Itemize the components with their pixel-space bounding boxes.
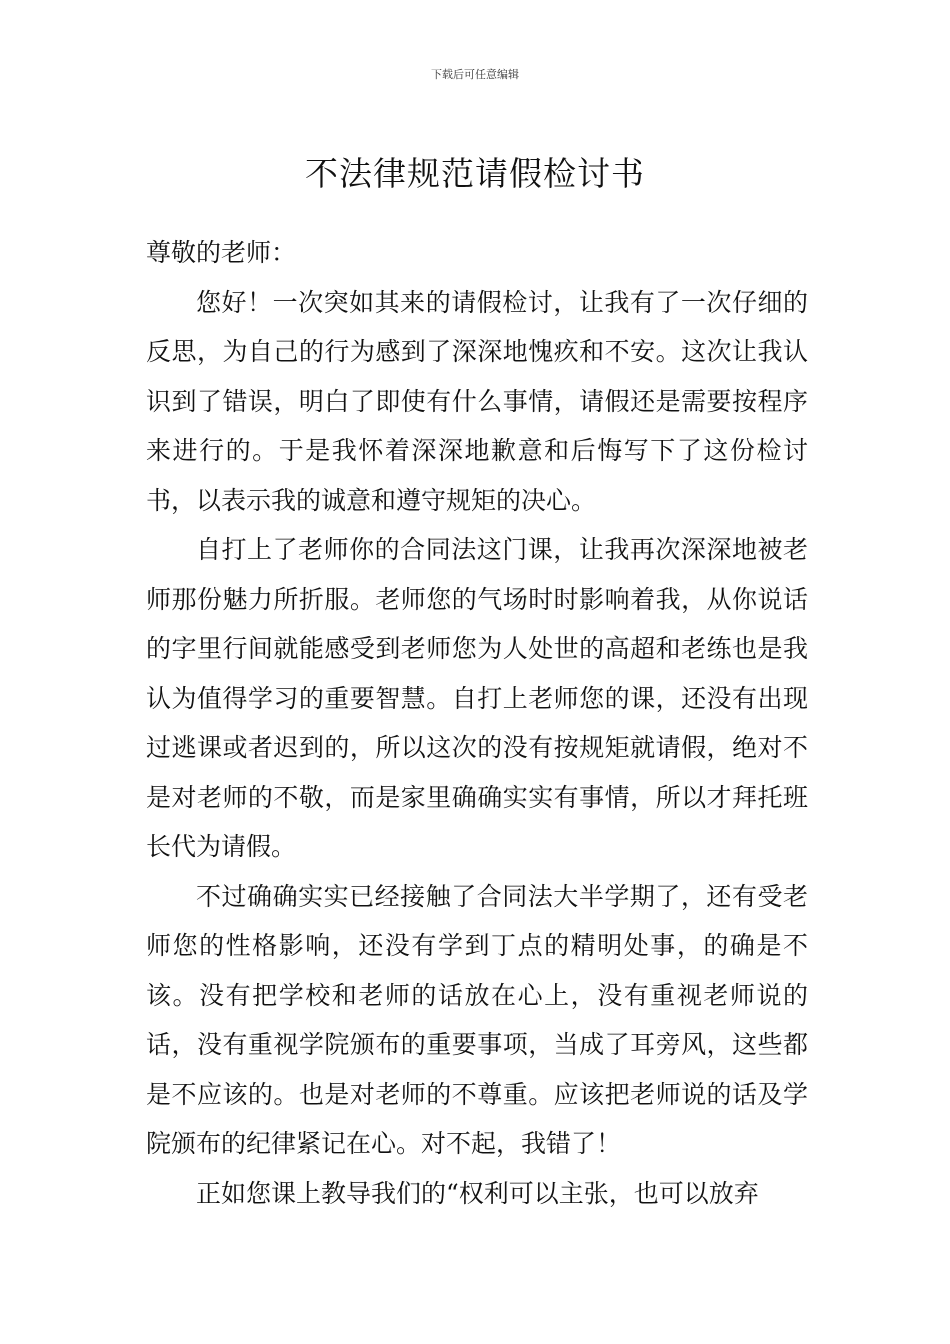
paragraph-3: 不过确确实实已经接触了合同法大半学期了，还有受老师您的性格影响，还没有学到丁点的精明处事，的确是不该。没有把学校和老师的话放在心上，没有重视老师说的话，没有重视学院颁布的重要事项，当成了耳旁风，这些都是不应该的。也是对老师的不尊重。应该把老师说的话及学院颁布的纪律紧记在心。对不起，我错了！ bbox=[146, 881, 808, 1158]
document-title: 不法律规范请假检讨书 bbox=[305, 154, 645, 194]
paragraph-4: 正如您课上教导我们的“权利可以主张，也可以放弃 bbox=[196, 1178, 759, 1208]
paragraph-2: 自打上了老师你的合同法这门课，让我再次深深地被老师那份魅力所折服。老师您的气场时时影响着我，从你说话的字里行间就能感受到老师您为人处世的高超和老练也是我认为值得学习的重要智慧。自打上老师您的课，还没有出现过逃课或者迟到的，所以这次的没有按规矩就请假，绝对不是对老师的不敬，而是家里确确实实有事情，所以才拜托班长代为请假。 bbox=[146, 535, 808, 861]
salutation: 尊敬的老师： bbox=[146, 238, 297, 267]
document-body bbox=[146, 228, 808, 1218]
paragraph-1: 您好！一次突如其来的请假检讨，让我有了一次仔细的反思，为自己的行为感到了深深地愧疚和不安。这次让我认识到了错误，明白了即使有什么事情，请假还是需要按程序来进行的。于是我怀着深深地歉意和后悔写下了这份检讨书，以表示我的诚意和遵守规矩的决心。 bbox=[146, 287, 808, 515]
header-note: 下载后可任意编辑 bbox=[431, 68, 519, 81]
